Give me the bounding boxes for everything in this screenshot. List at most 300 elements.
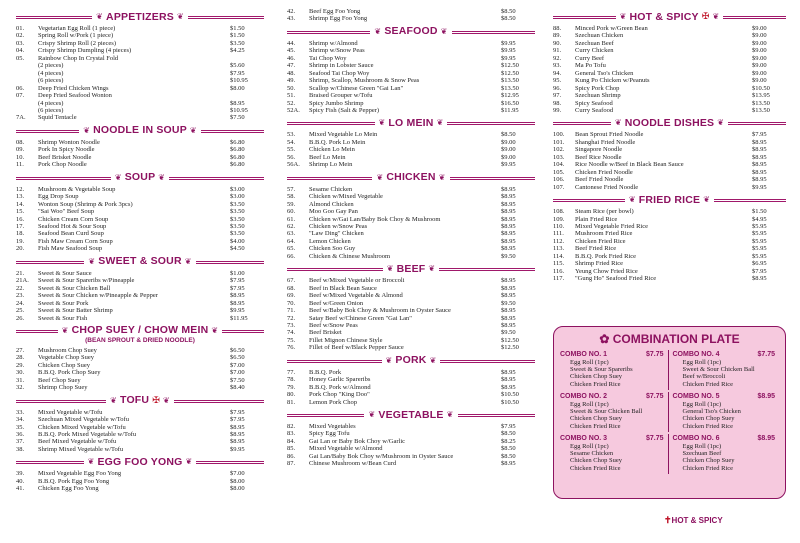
item-price: $9.95 <box>501 47 516 55</box>
item-price: $6.80 <box>230 161 245 169</box>
menu-item <box>287 277 535 284</box>
item-number: 98. <box>553 99 562 107</box>
menu-item <box>287 423 535 430</box>
item-number: 79. <box>287 383 296 391</box>
item-number: 62. <box>287 222 296 230</box>
menu-item <box>553 92 786 99</box>
item-number: 61. <box>287 215 296 223</box>
section-title <box>625 194 714 206</box>
item-price: $12.50 <box>501 69 519 77</box>
item-name: Szechuan Beef <box>575 39 614 47</box>
item-price: $7.95 <box>230 416 245 424</box>
item-number: 36. <box>16 431 25 439</box>
section-header <box>553 10 786 23</box>
item-price: $8.95 <box>501 376 516 384</box>
section-title-text: EGG FOO YONG <box>97 455 183 468</box>
item-name: B.B.Q. Pork Lo Mein <box>309 138 366 146</box>
item-name: Minced Pork w/Green Bean <box>575 25 648 32</box>
combo-line: Egg Roll (1pc) <box>570 359 609 366</box>
item-number: 17. <box>16 222 25 230</box>
item-price: $8.95 <box>752 138 767 146</box>
item-number: 51. <box>287 92 296 100</box>
item-price: $9.50 <box>501 252 516 260</box>
item-number: 25. <box>16 307 25 315</box>
menu-item <box>287 238 535 245</box>
section-title-text: LO MEIN <box>388 116 434 129</box>
item-number: 31. <box>16 376 25 384</box>
item-price: $8.95 <box>752 161 767 169</box>
item-name: Satay Beef w/Chinese Green "Gai Lan" <box>309 314 412 322</box>
item-name: Beef Brisket <box>309 329 342 337</box>
section-title-text: HOT & SPICY <box>629 10 699 23</box>
menu-item <box>16 70 264 77</box>
item-name: Spicy Egg Tofu <box>309 430 350 438</box>
combo-line: Beef w/Broccoli <box>682 373 726 381</box>
section-header <box>287 171 535 184</box>
menu-item <box>16 32 264 39</box>
item-name: Sweet & Sour Spareribs w/Pineapple <box>38 277 135 285</box>
menu-item <box>287 245 535 252</box>
section-title-text: NOODLE IN SOUP <box>93 124 187 137</box>
menu-item <box>553 223 786 230</box>
item-name: Bean Sprout Fried Noodle <box>575 131 644 139</box>
menu-item <box>287 391 535 398</box>
item-price: $10.50 <box>501 391 519 399</box>
item-name: Chicken Soo Guy <box>309 245 356 253</box>
item-name: Chicken & Chinese Mushroom <box>309 252 391 260</box>
item-number: 81. <box>287 398 296 406</box>
menu-item <box>553 230 786 237</box>
item-name: (2 pieces) <box>38 62 64 70</box>
menu-item <box>287 460 535 467</box>
item-name: Ma Po Tofu <box>575 62 606 70</box>
menu-item <box>16 485 264 492</box>
item-number: 54. <box>287 138 296 146</box>
item-price: $8.95 <box>501 292 516 300</box>
item-price: $5.60 <box>230 62 245 70</box>
item-price: $1.00 <box>230 269 245 277</box>
menu-item <box>553 169 786 176</box>
item-name: Mixed Vegetable w/Almond <box>309 445 383 453</box>
item-price: $9.00 <box>752 47 767 55</box>
item-price: $8.95 <box>501 383 516 391</box>
item-name: B.B.Q. Pork Chop Suey <box>38 369 101 377</box>
ornament-icon: ❦ <box>88 256 96 266</box>
item-name: Shrimp Fried Rice <box>575 260 624 268</box>
section-title <box>111 171 169 183</box>
item-number: 117. <box>553 275 565 283</box>
item-number: 99. <box>553 106 562 114</box>
item-name: Pork In Spicy Noodle <box>38 146 95 154</box>
item-name: Wonton Soup (Shrimp & Pork 3pcs) <box>38 200 133 208</box>
item-name: Chinese Mushroom w/Bean Curd <box>309 460 397 468</box>
ornament-icon: ✿ <box>599 332 613 346</box>
item-number: 74. <box>287 329 296 337</box>
item-name: Mixed Vegetable Fried Rice <box>575 222 648 230</box>
menu-item <box>287 315 535 322</box>
item-number: 115. <box>553 260 565 268</box>
item-number: 48. <box>287 69 296 77</box>
item-number: 106. <box>553 176 565 184</box>
item-name: Spicy Fish (Salt & Pepper) <box>309 106 380 114</box>
menu-item <box>553 139 786 146</box>
section-title <box>84 255 195 267</box>
item-name: Beef Egg Foo Yong <box>309 8 361 15</box>
item-price: $10.95 <box>230 77 248 85</box>
item-number: 22. <box>16 284 25 292</box>
item-number: 11. <box>16 161 24 169</box>
item-number: 75. <box>287 336 296 344</box>
item-name: Beef Chop Suey <box>38 376 81 384</box>
item-price: $7.50 <box>230 376 245 384</box>
menu-item <box>16 223 264 230</box>
ornament-icon: ❦ <box>374 26 382 36</box>
item-name: Spicy Seafood <box>575 99 613 107</box>
ornament-icon: ❦ <box>87 457 95 467</box>
item-number: 66. <box>287 252 296 260</box>
menu-item <box>16 285 264 292</box>
menu-item <box>16 270 264 277</box>
ornament-icon: ❦ <box>158 172 166 182</box>
item-price: $13.50 <box>752 99 770 107</box>
item-price: $1.50 <box>752 208 767 216</box>
item-name: Shrimp Lo Mein <box>309 161 353 169</box>
item-name: Honey Garlic Spareribs <box>309 376 371 384</box>
item-name: B.B.Q. Pork Fried Rice <box>575 252 637 260</box>
item-number: 10. <box>16 153 25 161</box>
item-price: $9.00 <box>752 39 767 47</box>
item-name: Chicken Fried Rice <box>575 237 626 245</box>
item-number: 14. <box>16 200 25 208</box>
item-price: $8.95 <box>501 200 516 208</box>
menu-item <box>287 201 535 208</box>
combo-line: Chicken Fried Rice <box>682 464 734 472</box>
item-price: $8.95 <box>501 284 516 292</box>
item-price: $9.95 <box>752 183 767 191</box>
section-title-text: BEEF <box>396 262 426 275</box>
menu-item <box>16 409 264 416</box>
item-price: $9.95 <box>501 39 516 47</box>
menu-item <box>553 146 786 153</box>
menu-item <box>287 230 535 237</box>
item-price: $9.00 <box>752 69 767 77</box>
item-number <box>16 77 38 84</box>
menu-item <box>16 470 264 477</box>
ornament-icon: ❦ <box>189 125 197 135</box>
section-header <box>553 116 786 129</box>
menu-item <box>16 85 264 92</box>
menu-item <box>553 40 786 47</box>
item-number: 109. <box>553 215 565 223</box>
ornament-icon: ❦ <box>184 256 192 266</box>
combo-line: Egg Roll (1pc) <box>570 443 609 450</box>
combo-grid <box>560 350 779 474</box>
item-price: $7.95 <box>230 408 245 416</box>
menu-item <box>553 70 786 77</box>
item-number: 02. <box>16 32 25 40</box>
combination-plate-box <box>553 326 786 499</box>
section-title <box>375 117 448 129</box>
menu-item <box>553 253 786 260</box>
item-name: Pork Chop Noodle <box>38 161 87 169</box>
menu-item <box>16 431 264 438</box>
ornament-icon: ❦ <box>185 457 193 467</box>
ornament-icon: ❦ <box>712 12 720 21</box>
item-price: $6.80 <box>230 153 245 161</box>
item-price: $7.95 <box>230 277 245 285</box>
menu-item <box>16 384 264 391</box>
ornament-icon: ❦ <box>628 195 636 205</box>
item-price: $7.00 <box>230 369 245 377</box>
item-name: Deep Fried Seafood Wonton <box>38 92 112 100</box>
item-name: Beef Rice Noodle <box>575 153 622 161</box>
item-number: 19. <box>16 237 25 245</box>
item-price: $9.00 <box>501 146 516 154</box>
menu-item <box>287 223 535 230</box>
item-number: 53. <box>287 131 296 139</box>
item-number: 03. <box>16 39 25 47</box>
item-number: 07. <box>16 92 25 100</box>
item-name: Chicken Mixed Vegetable w/Tofu <box>38 423 126 431</box>
item-price: $12.95 <box>501 92 519 100</box>
menu-item <box>16 47 264 54</box>
menu-item <box>553 131 786 138</box>
item-name: Plain Fried Rice <box>575 215 618 223</box>
item-name: Pork Chop "King Doo" <box>309 391 370 399</box>
item-price: $8.95 <box>501 208 516 216</box>
item-name: Curry Chicken <box>575 47 614 55</box>
item-name: Beef Brisket Noodle <box>38 153 92 161</box>
item-price: $6.50 <box>230 346 245 354</box>
item-name: Beef w/Baby Bok Choy & Mushroom in Oyster Sauce <box>309 307 451 315</box>
item-price: $10.95 <box>230 106 248 114</box>
item-number: 20. <box>16 245 25 253</box>
item-number: 76. <box>287 344 296 352</box>
item-price: $8.50 <box>501 8 516 15</box>
section-header <box>16 10 264 23</box>
item-number: 43. <box>287 15 296 23</box>
item-name: Seafood Bean Curd Soup <box>38 230 104 238</box>
menu-item <box>553 154 786 161</box>
ornament-icon: ❦ <box>61 325 69 335</box>
item-price: $3.00 <box>230 193 245 201</box>
item-number <box>16 70 38 77</box>
combo-line: Egg Roll (1pc) <box>682 443 722 450</box>
menu-item <box>287 384 535 391</box>
item-name: Shanghai Fried Noodle <box>575 138 636 146</box>
ornament-icon: ❦ <box>162 395 170 405</box>
item-name: Sweet & Sour Sauce <box>38 269 92 277</box>
item-price: $8.50 <box>501 430 516 438</box>
item-price: $5.95 <box>752 252 767 260</box>
menu-item <box>16 347 264 354</box>
item-number: 71. <box>287 307 296 315</box>
item-name: B.B.Q. Pork w/Almond <box>309 383 371 391</box>
item-name: "Gung Ho" Seafood Fried Rice <box>575 275 657 283</box>
menu-item <box>553 161 786 168</box>
ornament-icon: ❦ <box>385 355 393 365</box>
item-price: $13.50 <box>501 84 519 92</box>
item-price: $3.50 <box>230 230 245 238</box>
section-title-text: SWEET & SOUR <box>98 255 182 268</box>
item-name: Chicken w/Gai Lan/Baby Bok Choy & Mushroom <box>309 215 441 223</box>
item-number: 24. <box>16 299 25 307</box>
menu-item <box>287 154 535 161</box>
item-name: Egg Drop Soup <box>38 193 79 201</box>
item-price: $8.95 <box>230 431 245 439</box>
item-price: $7.00 <box>230 361 245 369</box>
menu-item <box>16 230 264 237</box>
item-number: 52. <box>287 99 296 107</box>
menu-item <box>553 32 786 39</box>
item-name: Tai Chop Woy <box>309 54 347 62</box>
menu-item <box>16 300 264 307</box>
menu-item <box>287 186 535 193</box>
item-number: 85. <box>287 445 296 453</box>
item-price: $8.50 <box>501 452 516 460</box>
combo-line: Chicken Chop Suey <box>682 415 735 423</box>
item-name: Shrimp in Lobster Sauce <box>309 62 374 70</box>
menu-item <box>287 216 535 223</box>
menu-item <box>553 275 786 282</box>
menu-item <box>16 114 264 121</box>
ornament-icon: ❦ <box>368 410 376 420</box>
section-header <box>287 354 535 367</box>
menu-item <box>16 154 264 161</box>
menu-item <box>16 208 264 215</box>
item-name: General Tso's Chicken <box>575 69 634 77</box>
menu-item <box>287 322 535 329</box>
item-number: 87. <box>287 460 296 468</box>
section-title <box>58 324 223 336</box>
item-name: (4 pieces) <box>38 99 64 107</box>
item-number: 63. <box>287 230 296 238</box>
combo-price: $7.75 <box>645 435 664 442</box>
item-price: $8.95 <box>501 368 516 376</box>
item-number: 102. <box>553 146 565 154</box>
ornament-icon: ❦ <box>83 125 91 135</box>
menu-item <box>553 77 786 84</box>
menu-item <box>287 193 535 200</box>
menu-item <box>16 354 264 361</box>
ornament-icon: ❦ <box>378 118 386 128</box>
item-name: B.B.Q. Pork Egg Foo Yong <box>38 477 110 485</box>
combo-line: Sweet & Sour Chicken Ball <box>570 408 643 416</box>
item-price: $8.95 <box>752 176 767 184</box>
item-name: Shrimp w/Almond <box>309 39 358 47</box>
section-title <box>79 124 201 136</box>
item-name: Rainbow Chop In Crystal Fold <box>38 54 119 62</box>
item-name: Chicken Chop Suey <box>38 361 90 369</box>
item-number <box>16 100 38 107</box>
ornament-icon: ❦ <box>429 355 437 365</box>
menu-item <box>16 424 264 431</box>
item-name: Deep Fried Chicken Wings <box>38 84 109 92</box>
section-title-text: TOFU <box>120 394 150 407</box>
item-price: $12.50 <box>501 344 519 352</box>
item-name: Shrimp, Scallop, Mushroom & Snow Peas <box>309 77 420 85</box>
item-number: 04. <box>16 47 25 55</box>
item-number: 56A. <box>287 161 300 169</box>
item-number: 44. <box>287 39 296 47</box>
combo-line: Egg Roll (1pc) <box>570 401 609 408</box>
menu-item <box>287 307 535 314</box>
ornament-icon: ❦ <box>440 26 448 36</box>
item-name: Seafood Hot & Sour Soup <box>38 222 107 230</box>
item-number: 57. <box>287 185 296 193</box>
item-number: 27. <box>16 346 25 354</box>
menu-item <box>16 277 264 284</box>
menu-item <box>553 208 786 215</box>
item-name: Seafood Tai Chop Woy <box>309 69 370 77</box>
menu-column-1 <box>16 8 264 493</box>
menu-item <box>16 245 264 252</box>
menu-item <box>287 453 535 460</box>
item-number: 68. <box>287 284 296 292</box>
item-name: Chicken w/Mixed Vegetable <box>309 193 383 201</box>
item-price: $3.50 <box>230 215 245 223</box>
menu-item <box>16 416 264 423</box>
item-price: $8.95 <box>752 146 767 154</box>
menu-item <box>287 15 535 22</box>
item-name: Beef w/Green Onion <box>309 299 364 307</box>
item-number: 7A. <box>16 114 26 122</box>
menu-item <box>287 329 535 336</box>
item-name: "Law Ding" Chicken <box>309 230 364 238</box>
item-price: $4.50 <box>230 245 245 253</box>
menu-item <box>287 139 535 146</box>
ornament-icon: ❦ <box>703 195 711 205</box>
item-number: 21A. <box>16 277 29 285</box>
combo-line: Chicken Chop Suey <box>682 457 735 465</box>
menu-item <box>287 445 535 452</box>
menu-column-3 <box>553 8 786 283</box>
item-price: $8.95 <box>230 438 245 446</box>
menu-item <box>16 201 264 208</box>
menu-item <box>287 146 535 153</box>
ornament-icon: ❦ <box>446 410 454 420</box>
ornament-icon: ❦ <box>376 172 384 182</box>
combo-line: Sweet & Sour Spareribs <box>570 366 633 374</box>
section-title <box>106 394 174 406</box>
item-number: 42. <box>287 8 296 15</box>
item-price: $5.95 <box>752 237 767 245</box>
item-number: 08. <box>16 138 25 146</box>
item-number: 56. <box>287 153 296 161</box>
item-number: 78. <box>287 376 296 384</box>
combo-line: Chicken Fried Rice <box>570 422 621 430</box>
combo-name: COMBO NO. 2 <box>560 393 608 400</box>
item-number: 29. <box>16 361 25 369</box>
item-name: Mushroom Fried Rice <box>575 230 633 238</box>
item-number: 72. <box>287 314 296 322</box>
menu-item <box>16 100 264 107</box>
combo-header <box>560 434 664 443</box>
item-number: 32. <box>16 384 25 392</box>
item-name: Shrimp Egg Foo Yong <box>309 15 368 23</box>
item-price: $8.25 <box>501 437 516 445</box>
item-price: $1.50 <box>230 32 245 40</box>
menu-item <box>16 62 264 69</box>
combo-line: General Tso's Chicken <box>682 408 741 416</box>
item-name: Beef w/Mixed Vegetable & Almond <box>309 292 403 300</box>
item-price: $8.95 <box>501 237 516 245</box>
menu-item <box>553 107 786 114</box>
item-price: $8.95 <box>230 299 245 307</box>
item-number: 105. <box>553 168 565 176</box>
item-name: Spicy Pork Chop <box>575 84 620 92</box>
item-price: $6.50 <box>230 354 245 362</box>
